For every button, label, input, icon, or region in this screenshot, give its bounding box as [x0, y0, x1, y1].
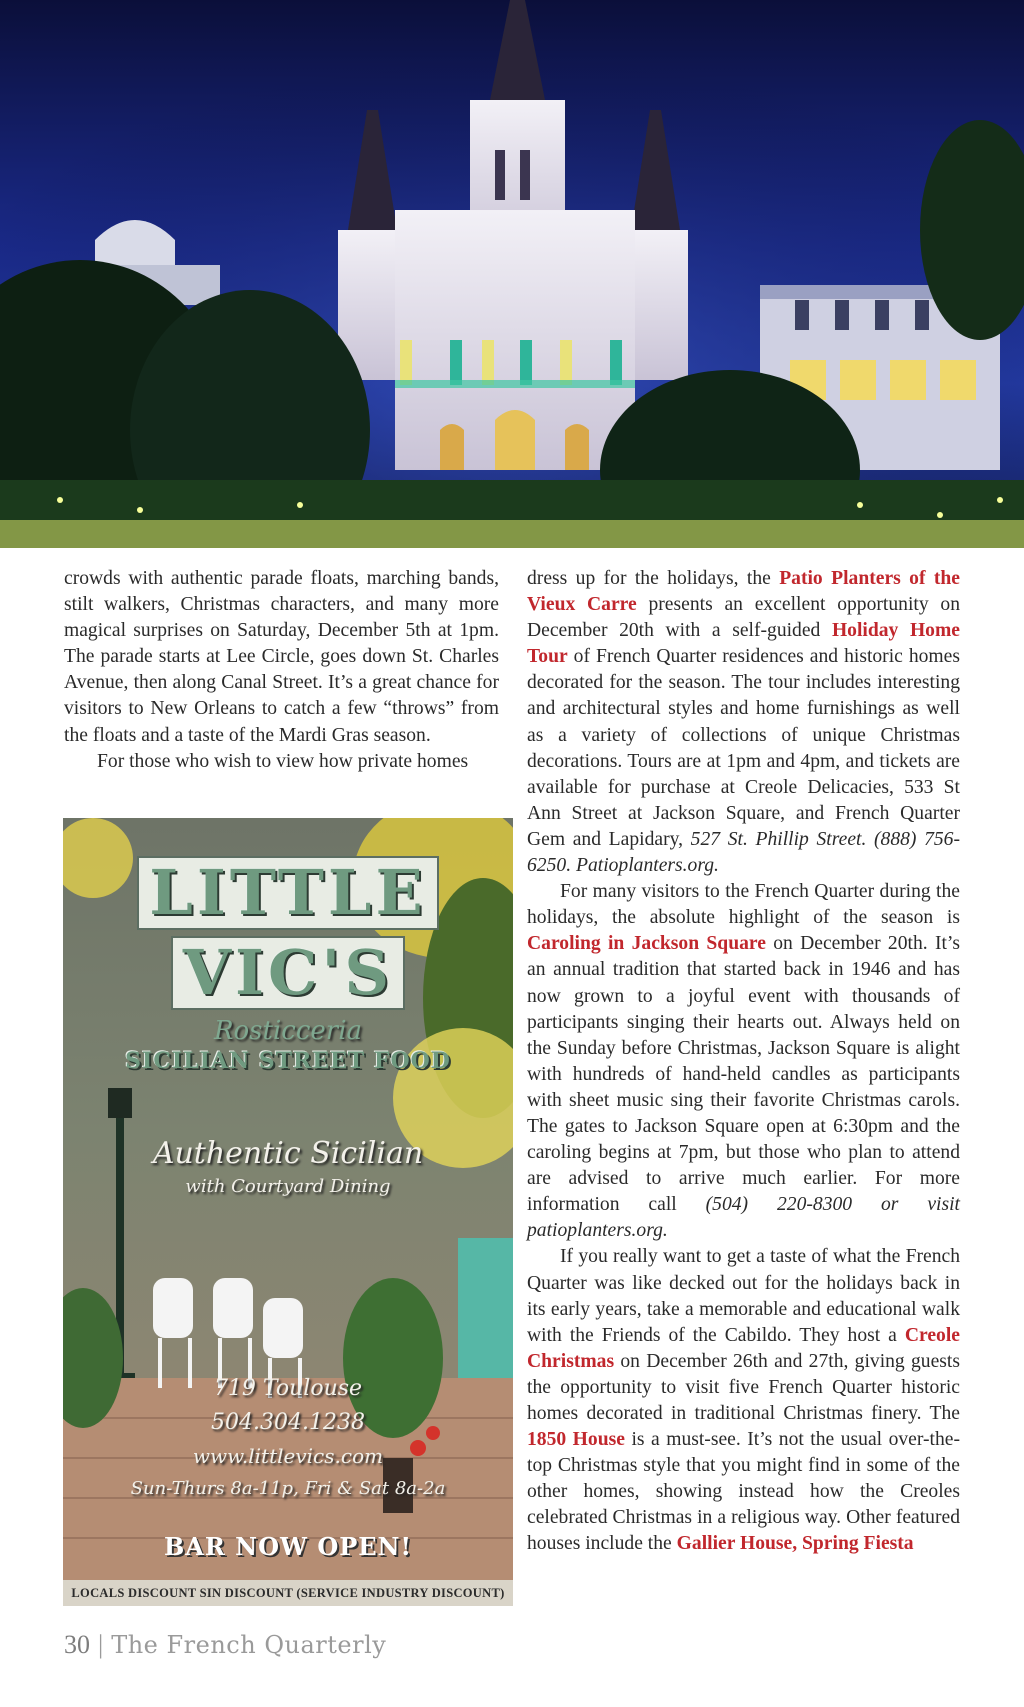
footer-separator: |: [98, 1630, 104, 1659]
ad-logo-line1: LITTLE: [63, 856, 513, 930]
text-run: dress up for the holidays, the: [527, 568, 780, 589]
article-column-left: [64, 566, 499, 775]
text-run: presents an excellent opportunity on December 20th with a self-guided: [527, 594, 960, 642]
text-run: For many visitors to the French Quarter during the holidays, the absolute highlight of the season is: [527, 881, 960, 929]
ad-logo-line2: VIC'S: [63, 936, 513, 1010]
article-column-right: [527, 566, 960, 1558]
little-vics-advertisement[interactable]: [63, 818, 513, 1606]
ad-hours: Sun-Thurs 8a-11p, Fri & Sat 8a-2a: [130, 1478, 446, 1499]
text-run: is a must-see. It’s not the usual over-the-top Christmas style that you might find in some of the other homes, showing instead how the Creoles celebrated Christmas in a religious way. Other featured houses include the: [527, 1429, 960, 1555]
text-run: If you really want to get a taste of what the French Quarter was like decked out for the holidays back in its early years, take a memorable and educational walk with the Friends of the Cabildo. They host a: [527, 1246, 960, 1346]
link-patio-planters[interactable]: Patio Planters of the Vieux Carre: [527, 568, 960, 616]
ad-bar-now-open: BAR NOW OPEN!: [163, 1532, 413, 1561]
hero-photo-st-louis-cathedral: [0, 0, 1024, 548]
ad-website-link[interactable]: www.littlevics.com: [192, 1444, 384, 1468]
ad-phone[interactable]: 504.304.1238: [211, 1410, 365, 1435]
text-run: on December 20th. It’s an annual tradition that started back in 1946 and has now grown to a joyful event with thousands of participants singing their hearts out. Always held on the Sunday before Christmas, Jackson Square is alight with hundreds of hand-held candles as participants with sheet music sing their favorite Christmas carols. The gates to Jackson Square open at 6:30pm and the caroling begins at 7pm, but those who plan to attend are advised to arrive much earlier. For more information call: [527, 933, 960, 1216]
paragraph-holiday-home-tour: [527, 566, 960, 879]
contact-patio-planters: 527 St. Phillip Street. (888) 756-6250. Patioplanters.org.: [527, 828, 961, 877]
page-number: 30: [64, 1630, 90, 1659]
paragraph-private-homes-intro: For those who wish to view how private homes: [97, 750, 469, 772]
link-caroling-jackson-square[interactable]: Caroling in Jackson Square: [527, 933, 766, 955]
link-creole-christmas[interactable]: Creole Christmas: [527, 1324, 960, 1372]
link-1850-house[interactable]: 1850 House: [527, 1429, 625, 1451]
ad-subtitle: SICILIAN STREET FOOD: [125, 1048, 451, 1074]
paragraph-parade: crowds with authentic parade floats, marching bands, stilt walkers, Christmas characters, and many more magical surprises on Saturday, December 5th at 1pm. The parade starts at Lee Circle, goes down St. Charles Avenue, then along Canal Street. It’s a great chance for visitors to New Orleans to catch a few “throws” from the floats and a taste of the Mardi Gras season.: [64, 568, 499, 746]
paragraph-caroling: [527, 879, 960, 1244]
link-holiday-home-tour[interactable]: Holiday Home Tour: [527, 620, 960, 668]
ad-tagline-sub: with Courtyard Dining: [185, 1176, 391, 1197]
ad-discount-strip: LOCALS DISCOUNT SIN DISCOUNT (SERVICE INDUSTRY DISCOUNT): [63, 1580, 513, 1606]
paragraph-creole-christmas: [527, 1244, 960, 1557]
text-run: of French Quarter residences and historic homes decorated for the season. The tour includes interesting and architectural styles and home furnishings as well as a variety of collections of unique Christmas decorations. Tours are at 1pm and 4pm, and tickets are available for purchase at Creole Delicacies, 533 St Ann Street at Jackson Square, and French Quarter Gem and Lapidary,: [527, 646, 960, 850]
ad-tagline: Authentic Sicilian: [152, 1136, 424, 1171]
page-footer: [64, 1630, 386, 1660]
ad-rosticceria: Rosticceria: [213, 1016, 363, 1046]
text-run: on December 26th and 27th, giving guests the opportunity to visit five French Quarter historic homes decorated in traditional Christmas finery. The: [527, 1350, 960, 1424]
cathedral-illustration: [0, 0, 1024, 548]
contact-caroling: (504) 220-8300 or visit patioplanters.org.: [527, 1194, 960, 1242]
ad-address: 719 Toulouse: [213, 1376, 363, 1401]
magazine-title: The French Quarterly: [111, 1631, 387, 1659]
link-gallier-house[interactable]: Gallier House, Spring Fiesta: [676, 1533, 914, 1555]
